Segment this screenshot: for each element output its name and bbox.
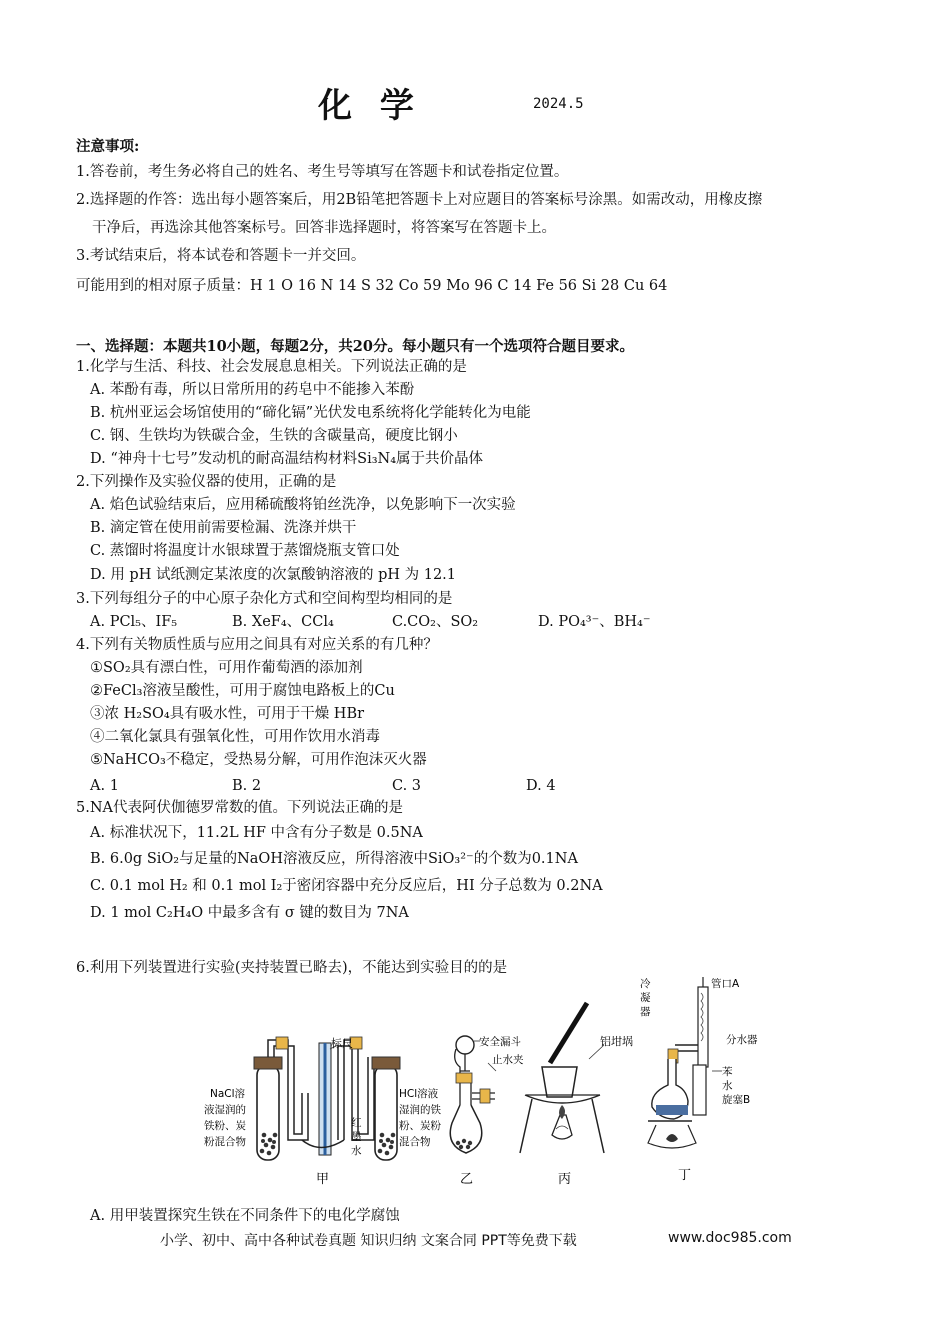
apparatus-jia <box>204 1036 441 1187</box>
q2-stem: 2.下列操作及实验仪器的使用，正确的是 <box>76 474 337 490</box>
notice-item-2-cont: 干净后，再选涂其他答案标号。回答非选择题时，将答案写在答题卡上。 <box>92 220 556 236</box>
q4-option-b: B. 2 <box>232 778 262 794</box>
q5-option-b: B. 6.0g SiO₂与足量的NaOH溶液反应，所得溶液中SiO₃²⁻的个数为0.1NA <box>90 851 578 867</box>
q2-option-d: D. 用 pH 试纸测定某浓度的次氯酸钠溶液的 pH 为 12.1 <box>90 567 457 583</box>
q2-option-c: C. 蒸馏时将温度计水银球置于蒸馏烧瓶支管口处 <box>90 543 400 559</box>
apparatus-ding <box>640 977 758 1183</box>
left-tube-label-2: 液湿润的 <box>204 1104 246 1116</box>
right-tube-label-3: 粉、炭粉 <box>399 1120 441 1132</box>
exam-date: 2024.5 <box>533 96 584 112</box>
condenser-label-3: 器 <box>640 1006 651 1018</box>
apparatus-figure <box>190 975 770 1190</box>
q5-option-c: C. 0.1 mol H₂ 和 0.1 mol I₂于密闭容器中充分反应后，HI 分子总数为 0.2NA <box>90 878 603 894</box>
q3-option-c: C.CO₂、SO₂ <box>392 614 479 630</box>
q4-option-d: D. 4 <box>526 778 556 794</box>
footer-url[interactable]: www.doc985.com <box>668 1230 792 1246</box>
right-tube-label-1: HCl溶液 <box>399 1088 439 1100</box>
right-tube-label-2: 湿润的铁 <box>399 1104 441 1116</box>
caption-ding: 丁 <box>678 1168 692 1183</box>
left-tube-label-3: 铁粉、炭 <box>204 1120 246 1132</box>
ink-label-3: 水 <box>351 1145 362 1157</box>
caption-jia: 甲 <box>316 1172 330 1187</box>
section-heading: 一、选择题：本题共10小题，每题2分，共20分。每小题只有一个选项符合题目要求。 <box>76 338 634 355</box>
apparatus-bing <box>520 1003 633 1187</box>
q3-option-d: D. PO₄³⁻、BH₄⁻ <box>538 614 651 630</box>
q4-item-3: ③浓 H₂SO₄具有吸水性，可用于干燥 HBr <box>90 706 365 722</box>
q6-option-a: A. 用甲装置探究生铁在不同条件下的电化学腐蚀 <box>90 1208 400 1224</box>
q5-option-d: D. 1 mol C₂H₄O 中最多含有 σ 键的数目为 7NA <box>90 905 409 921</box>
q4-stem: 4.下列有关物质性质与应用之间具有对应关系的有几种？ <box>76 637 438 653</box>
q5-stem: 5.NA代表阿伏伽德罗常数的值。下列说法正确的是 <box>76 800 403 816</box>
q4-option-c: C. 3 <box>392 778 422 794</box>
q4-option-a: A. 1 <box>90 778 119 794</box>
notice-item-1: 1.答卷前，考生务必将自己的姓名、考生号等填写在答题卡和试卷指定位置。 <box>76 164 569 180</box>
q3-stem: 3.下列每组分子的中心原子杂化方式和空间构型均相同的是 <box>76 591 453 607</box>
stopcock-label: 旋塞B <box>722 1094 751 1106</box>
port-a-label: 管口A <box>711 978 740 990</box>
crucible-label: 铝坩埚 <box>600 1035 633 1048</box>
atomic-mass-line: 可能用到的相对原子质量：H 1 O 16 N 14 S 32 Co 59 Mo 96 C 14 Fe 56 Si 28 Cu 64 <box>76 278 668 294</box>
notice-item-3: 3.考试结束后，将本试卷和答题卡一并交回。 <box>76 248 366 264</box>
notice-item-2: 2.选择题的作答：选出每小题答案后，用2B铅笔把答题卡上对应题目的答案标号涂黑。如需改动，用橡皮擦 <box>76 192 763 208</box>
separator-label: 分水器 <box>726 1034 758 1046</box>
q3-option-b: B. XeF₄、CCl₄ <box>232 614 334 630</box>
right-tube-label-4: 混合物 <box>399 1136 431 1148</box>
benzene-label: 苯 <box>722 1066 733 1078</box>
apparatus-yi <box>450 1035 524 1187</box>
q2-option-a: A. 焰色试验结束后，应用稀硫酸将铂丝洗净，以免影响下一次实验 <box>90 497 516 513</box>
footer-text: 小学、初中、高中各种试卷真题 知识归纳 文案合同 PPT等免费下载 <box>160 1233 577 1249</box>
left-tube-label-4: 粉混合物 <box>204 1136 246 1148</box>
funnel-label: 安全漏斗 <box>479 1036 521 1048</box>
condenser-label-2: 凝 <box>640 992 651 1004</box>
q3-option-a: A. PCl₅、IF₅ <box>90 614 178 630</box>
caption-bing: 丙 <box>558 1172 572 1187</box>
condenser-label-1: 冷 <box>640 978 651 990</box>
q1-stem: 1.化学与生活、科技、社会发展息息相关。下列说法正确的是 <box>76 359 467 375</box>
notice-heading: 注意事项: <box>76 138 140 155</box>
q1-option-b: B. 杭州亚运会场馆使用的“碲化镉”光伏发电系统将化学能转化为电能 <box>90 405 531 421</box>
q4-item-5: ⑤NaHCO₃不稳定，受热易分解，可用作泡沫灭火器 <box>90 752 427 768</box>
q4-item-4: ④二氧化氯具有强氧化性，可用作饮用水消毒 <box>90 729 380 745</box>
q5-option-a: A. 标准状况下，11.2L HF 中含有分子数是 0.5NA <box>90 825 423 841</box>
water-label: 水 <box>722 1080 733 1092</box>
ink-label-2: 墨 <box>351 1131 362 1143</box>
ink-label-1: 红 <box>351 1117 362 1129</box>
q1-option-a: A. 苯酚有毒，所以日常所用的药皂中不能掺入苯酚 <box>90 382 415 398</box>
left-tube-label-1: NaCl溶 <box>210 1088 246 1100</box>
q1-option-c: C. 钢、生铁均为铁碳合金，生铁的含碳量高，硬度比钢小 <box>90 428 458 444</box>
ruler-label: 标尺 <box>331 1037 353 1050</box>
q2-option-b: B. 滴定管在使用前需要检漏、洗涤并烘干 <box>90 520 357 536</box>
clamp-label: 止水夹 <box>492 1054 524 1066</box>
q4-item-2: ②FeCl₃溶液呈酸性，可用于腐蚀电路板上的Cu <box>90 683 395 699</box>
q4-item-1: ①SO₂具有漂白性，可用作葡萄酒的添加剂 <box>90 660 363 676</box>
caption-yi: 乙 <box>460 1172 474 1187</box>
page-title: 化 学 <box>318 86 422 126</box>
q6-stem: 6.利用下列装置进行实验(夹持装置已略去)，不能达到实验目的的是 <box>76 960 508 976</box>
q1-option-d: D. “神舟十七号”发动机的耐高温结构材料Si₃N₄属于共价晶体 <box>90 451 484 467</box>
